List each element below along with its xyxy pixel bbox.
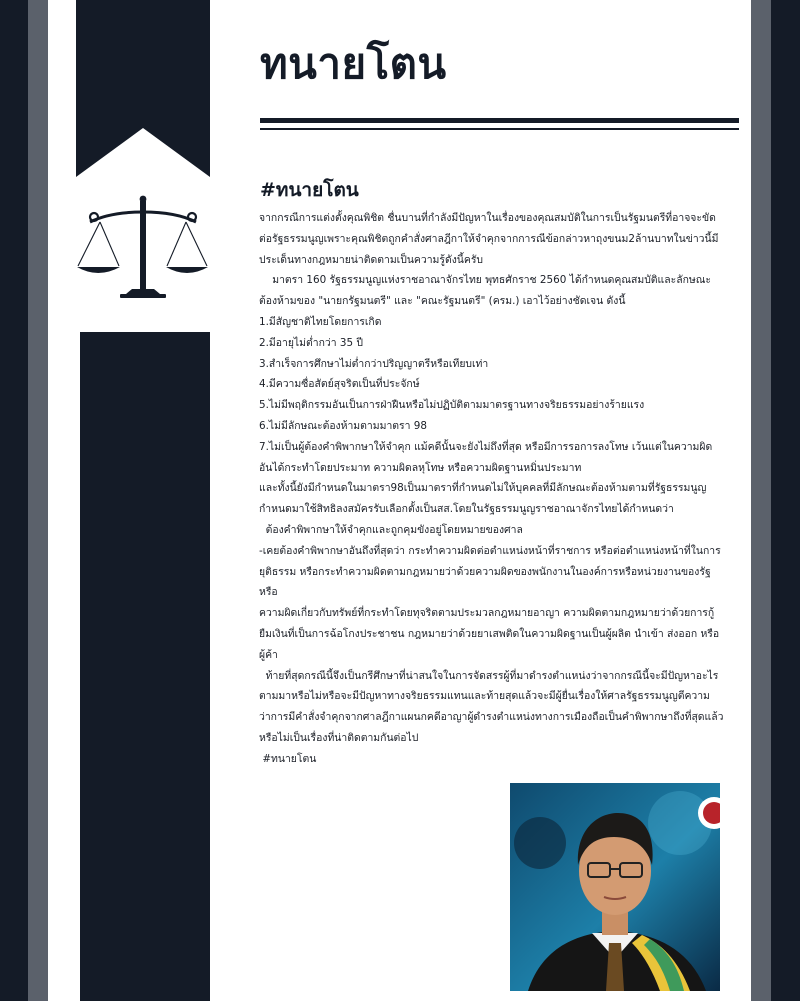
paragraph-property-offenses: ความผิดเกี่ยวกับทรัพย์ที่กระทำโดยทุจริตตามประมวลกฎหมายอาญา ความผิดตามกฎหมายว่าด้วยการกู้ยืมเงินที่เป็นการฉ้อโกงประชาชน กฎหมายว่าด้วยยาเสพติดในความผิดฐานเป็นผู้ผลิต นำเข้า ส่งออก หรือผู้ค้า — [259, 607, 720, 661]
paragraph-section-160: มาตรา 160 รัฐธรรมนูญแห่งราชอาณาจักรไทย พุทธศักราช 2560 ได้กำหนดคุณสมบัติและลักษณะต้องห้ามของ "นายกรัฐมนตรี" และ "คณะรัฐมนตรี" (ครม.) เอาไว้อย่างชัดเจน ดังนี้ — [259, 274, 711, 308]
right-border-dark — [771, 0, 800, 1001]
paragraph-conclusion: ท้ายที่สุดกรณีนี้จึงเป็นกรีศึกษาที่น่าสนใจในการจัดสรรผู้ที่มาดำรงตำแหน่งว่าจากกรณีนี้จะมีปัญหาอะไรตามมาหรือไม่หรือจะมีปัญหาทางจริยธรรมแทนและท้ายสุดแล้วจะมีผู้ยื่นเรื่องให้ศาลรัฐธรรมนูญตีความว่าการมีคำสั่งจำคุกจากศาลฎีกาแผนกคดีอาญาผู้ดำรงตำแหน่งทางการเมืองถือเป็นคำพิพากษาถึงที่สุดแล้วหรือไม่เป็นเรื่องที่น่าติดตามกันต่อไป — [259, 669, 724, 744]
left-border-dark — [0, 0, 28, 1001]
page-title: ทนายโตน — [260, 39, 447, 88]
list-item: 2.มีอายุไม่ต่ำกว่า 35 ปี — [259, 336, 363, 349]
list-item: 6.ไม่มีลักษณะต้องห้ามตามมาตรา 98 — [259, 419, 427, 432]
hashtag-heading: #ทนายโตน — [260, 179, 359, 201]
paragraph-section-98: และทั้งนี้ยังมีกำหนดในมาตรา98เป็นมาตราที่กำหนดไม่ให้บุคคลที่มีลักษณะต้องห้ามตามที่รัฐธรรมนูญกำหนดมาใช้สิทธิลงสมัครรับเลือกตั้งเป็นสส.โดยในรัฐธรรมนูญราชอาณาจักรไทยได้กำหนดว่า — [259, 482, 707, 516]
list-item: 7.ไม่เป็นผู้ต้องคำพิพากษาให้จำคุก แม้คดีนั้นจะยังไม่ถึงที่สุด หรือมีการรอการลงโทษ เว้นแต่ในความผิดอันได้กระทำโดยประมาท ความผิดลหุโทษ หรือความผิดฐานหมิ่นประมาท — [259, 440, 713, 474]
list-item: 3.สำเร็จการศึกษาไม่ต่ำกว่าปริญญาตรีหรือเทียบเท่า — [259, 357, 489, 370]
list-item: 4.มีความซื่อสัตย์สุจริตเป็นที่ประจักษ์ — [259, 378, 420, 391]
scales-of-justice-icon — [77, 196, 208, 298]
closing-hashtag: #ทนายโตน — [259, 752, 317, 765]
decorative-ribbon — [76, 0, 210, 1001]
lawyer-portrait-photo — [510, 783, 720, 991]
list-item: 1.มีสัญชาติไทยโดยการเกิด — [259, 315, 382, 328]
ribbon-top-chevron — [76, 0, 210, 177]
paragraph-intro: จากกรณีการแต่งตั้งคุณพิชิต ชื่นบานที่กำลังมีปัญหาในเรื่องของคุณสมบัติในการเป็นรัฐมนตรีที่อาจจะขัดต่อรัฐธรรมนูญเพราะคุณพิชิตถูกคำสั่งศาลฎีกาให้จำคุกจากการณีข้อกล่าวหาถุงขนม2ล้านบาทในข่าวนี้มีประเด็นทางกฎหมายน่าติดตามเป็นความรู้ดังนี้ครับ — [259, 212, 719, 266]
paragraph-detention: ต้องคำพิพากษาให้จำคุกและถูกคุมขังอยู่โดยหมายของศาล — [259, 523, 523, 536]
title-divider-thin — [260, 128, 739, 130]
title-divider-thick — [260, 118, 739, 123]
left-border-gray — [28, 0, 48, 1001]
list-item: 5.ไม่มีพฤติกรรมอันเป็นการฝ่าฝืนหรือไม่ปฏิบัติตามมาตรฐานทางจริยธรรมอย่างร้ายแรง — [259, 399, 645, 412]
ribbon-lower-column — [80, 332, 210, 1001]
right-border-gray — [751, 0, 771, 1001]
article-body — [259, 208, 725, 770]
paragraph-final-judgment: -เคยต้องคำพิพากษาอันถึงที่สุดว่า กระทำความผิดต่อตำแหน่งหน้าที่ราชการ หรือต่อตำแหน่งหน้าที่ในการยุติธรรม หรือกระทำความผิดตามกฎหมายว่าด้วยความผิดของพนักงานในองค์การหรือหน่วยงานของรัฐ หรือ — [259, 544, 721, 599]
